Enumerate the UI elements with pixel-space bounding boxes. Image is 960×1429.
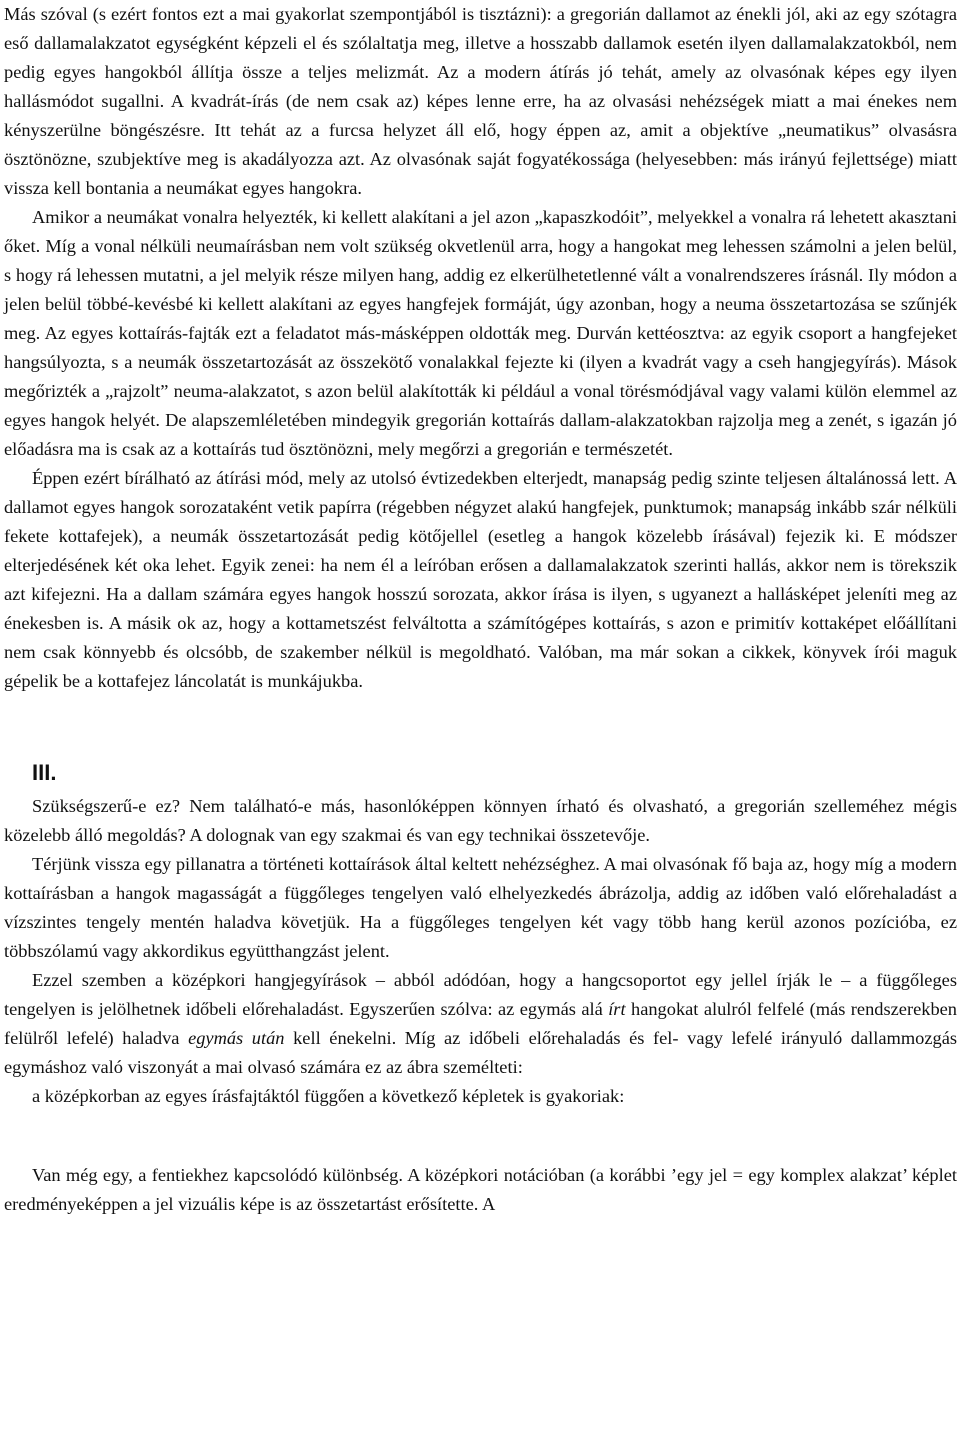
paragraph (4, 1082, 957, 1111)
paragraph-text: hangokat alulról felfelé (más rendszerekben felülről lefelé) haladva (4, 999, 958, 1048)
paragraph-text: a középkorban az egyes írásfajtáktól függően a következő képletek is gyakoriak: (32, 1086, 625, 1106)
paragraph (4, 966, 957, 1082)
paragraph-text: Szükségszerű-e ez? Nem található-e más, hasonlóképpen könnyen írható és olvasható, a gregorián szelleméhez mégis közelebb álló megoldás? A dolognak van egy szakmai és van egy technikai összetevője. (4, 796, 957, 845)
body-text-part-3 (4, 1161, 957, 1219)
paragraph (4, 1161, 957, 1219)
paragraph (4, 0, 957, 203)
paragraph-text: Ezzel szemben a középkori hangjegyírások – abból adódóan, hogy a hangcsoportot egy jellel írják le – a függőleges tengelyen is jelölhetnek időbeli előrehaladást. Egyszerűen szólva: az egymás alá (4, 970, 957, 1019)
section-heading: III. (32, 760, 57, 785)
spacer (4, 696, 957, 758)
paragraph-text: Van még egy, a fentiekhez kapcsolódó különbség. A középkori notációban (a korábbi ’egy jel = egy komplex alakzat’ képlet eredményeképpen a jel vizuális képe is az összetartást erősítette. A (4, 1165, 957, 1214)
paragraph-text: kell énekelni. Míg az időbeli előrehaladás és fel- vagy lefelé irányuló dallammozgás egymáshoz való viszonyát a mai olvasó számára ez az ábra személteti: (4, 1028, 958, 1077)
figure-placeholder-space (4, 1111, 957, 1161)
paragraph-text: Amikor a neumákat vonalra helyezték, ki kellett alakítani a jel azon „kapaszkodóit”, melyekkel a vonalra rá lehetett akasztani őket. Míg a vonal nélküli neumaírásban nem volt szükség okvetlenül arra, hogy a hangokat meg lehessen számolni a jelen belül, s hogy rá lehessen mutatni, a jel melyik része milyen hang, addig ez elkerülhetetlenné vált a vonalrendszeres írásnál. Ily módon a jelen belül többé-kevésbé ki kellett alakítani az egyes hangfejek formáját, úgy azonban, hogy a neuma összetartozása se szűnjék meg. Az egyes kottaírás-fajták ezt a feladatot más-másképpen oldották meg. Durván kettéosztva: az egyik csoport a hangfejeket hangsúlyozta, s a neumák összetartozását az összekötő vonalakkal fejezte ki (ilyen a kvadrát vagy a cseh hangjegyírás). Mások megőrizték a „rajzolt” neuma-alakzatot, s azon belül alakították ki például a vonal törésmódjával vagy valami külön elemmel az egyes hangok helyét. De alapszemléletében mindegyik gregorián kottaírás dallam-alakzatokban rajzolja meg a zenét, s igazán jó előadásra ma is csak az a kottaírás tud ösztönözni, mely megőrzi a gregorián e természetét. (4, 207, 957, 459)
paragraph-text: Éppen ezért bírálható az átírási mód, mely az utolsó évtizedekben elterjedt, manapság pedig szinte teljesen általánossá lett. A dallamot egyes hangok sorozataként vetik papírra (régebben négyzet alakú hangfejek, punktumok; manapság inkább szár nélküli fekete kottafejek), a neumák összetartozását pedig kötőjellel (esetleg a hangok közelebb írásával) fejezik ki. E módszer elterjedésének két oka lehet. Egyik zenei: ha nem él a leíróban erősen a dallamalakzatok szerinti hallás, akkor nem is törekszik azt kifejezni. Ha a dallam számára egyes hangok hosszú sorozata, akkor írása is ilyen, s ugyanezt a hallásképet jeleníti meg az énekesben is. A másik ok az, hogy a kottametszést felváltotta a számítógépes kottaírás, s azon e primitív kottaképet előállítani nem csak könnyebb és olcsóbb, de szakember nélkül is megoldható. Valóban, ma már sokan a cikkek, könyvek írói maguk gépelik be a kottafejez láncolatát is munkájukba. (4, 468, 957, 691)
emphasis-text: írt (608, 999, 626, 1019)
paragraph (4, 850, 957, 966)
paragraph-text: Más szóval (s ezért fontos ezt a mai gyakorlat szempontjából is tisztázni): a gregorián dallamot az énekli jól, aki az egy szótagra eső dallamalakzatot egységként képzeli el és szólaltatja meg, illetve a hosszabb dallamok esetén ilyen dallamalakzatokból, nem pedig egyes hangokból állítja össze a teljes melizmát. Az a modern átírás jó tehát, amely az olvasónak képes egy ilyen hallásmódot sugallni. A kvadrát-írás (de nem csak az) képes lenne erre, ha az olvasási nehézségek miatt a mai énekes nem kényszerülne böngészésre. Itt tehát az a furcsa helyzet áll elő, hogy éppen az, amit a objektíve „neumatikus” olvasásra ösztönözne, szubjektíve meg is akadályozza azt. Az olvasónak saját fogyatékossága (helyesebben: más irányú fejlettsége) miatt vissza kell bontania a neumákat egyes hangokra. (4, 4, 957, 198)
paragraph-text: Térjünk vissza egy pillanatra a történeti kottaírások által keltett nehézséghez. A mai olvasónak fő baja az, hogy míg a modern kottaírásban a hangok magasságát a függőleges tengelyen való elhelyezkedés ábrázolja, addig az időben való előrehaladást a vízszintes tengely mentén haladva követjük. Ha a függőleges tengelyen két vagy több hang kerül azonos pozícióba, ez többszólamú vagy akkordikus együtthangzást jelent. (4, 854, 957, 961)
body-text-part-2 (4, 792, 957, 1111)
emphasis-text: egymás után (188, 1028, 285, 1048)
paragraph (4, 792, 957, 850)
paragraph (4, 464, 957, 696)
body-text-part-1 (4, 0, 957, 696)
document-page (4, 0, 957, 1219)
paragraph (4, 203, 957, 464)
